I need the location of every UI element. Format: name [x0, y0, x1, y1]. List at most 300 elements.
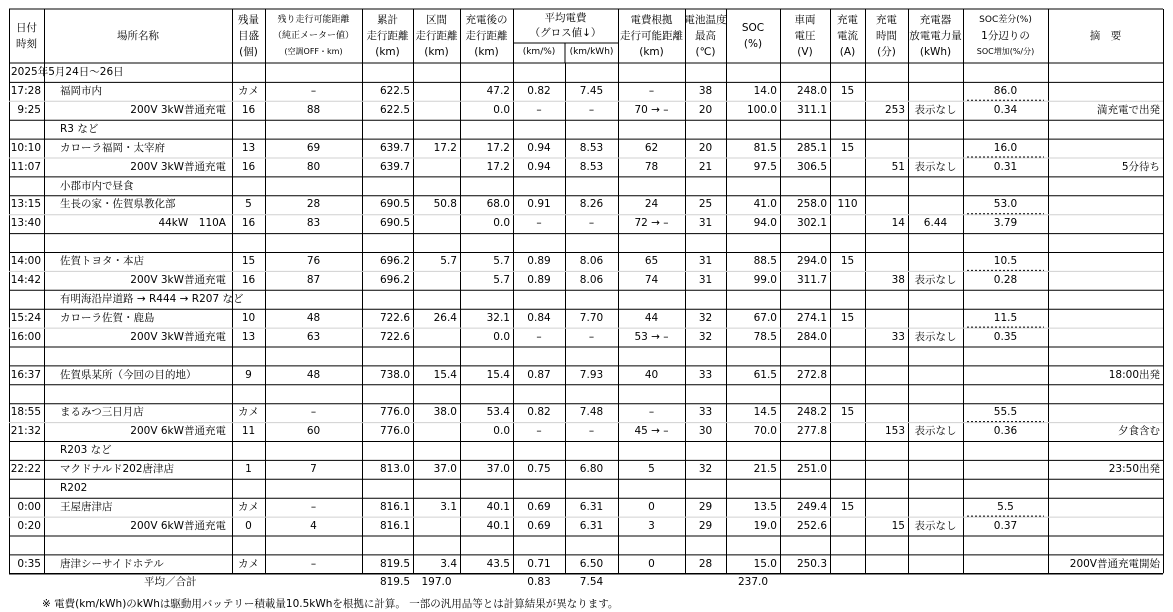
- cell-place: 44kW 110A: [158, 217, 226, 230]
- cell-volt: 311.1: [796, 103, 827, 116]
- cell-soc: 21.5: [753, 463, 777, 476]
- header-basis: 電費根拠: [630, 13, 673, 26]
- header-place: 場所名称: [117, 29, 159, 42]
- cell-socdiff: 0.28: [993, 274, 1018, 287]
- cell-section: 15.4: [433, 368, 457, 381]
- cell-eff1: 0.87: [527, 368, 551, 381]
- cell-time: 15:24: [10, 311, 41, 324]
- cell-temp: 31: [698, 217, 713, 230]
- cell-time: 13:15: [10, 198, 41, 211]
- cell-section: 37.0: [433, 463, 457, 476]
- cell-eff2: 6.31: [579, 519, 604, 532]
- cell-memo: 23:50出発: [1108, 463, 1160, 476]
- header-temp: 電池温度: [684, 13, 727, 26]
- cell-socdiff: 11.5: [993, 311, 1018, 324]
- cell-total: 639.7: [379, 141, 410, 154]
- route-note: 小郡市内で昼食: [60, 179, 134, 192]
- header-time: 日付: [16, 21, 37, 34]
- cell-memo: 5分待ち: [1121, 160, 1160, 173]
- cell-range: –: [310, 557, 317, 570]
- cell-gauge: 11: [241, 425, 256, 438]
- cell-volt: 251.0: [796, 463, 827, 476]
- cell-eff2: 7.48: [579, 406, 604, 419]
- cell-soc: 41.0: [753, 198, 777, 211]
- cell-range: 28: [306, 198, 321, 211]
- header-gauge: (個): [239, 45, 258, 58]
- cell-gauge: 0: [245, 519, 252, 532]
- header-soc: SOC: [741, 21, 765, 34]
- cell-total: 776.0: [379, 406, 410, 419]
- cell-basis: 0: [648, 500, 655, 513]
- cell-socdiff: 0.36: [993, 425, 1018, 438]
- cell-time: 16:00: [10, 330, 41, 343]
- cell-socdiff: 0.37: [993, 519, 1018, 532]
- cell-after_charge: 40.1: [486, 500, 510, 513]
- cell-socdiff: 0.34: [993, 103, 1018, 116]
- header-volt: (V): [797, 45, 813, 58]
- cell-eff1: 0.82: [527, 85, 551, 98]
- cell-temp: 20: [698, 103, 713, 116]
- totals-eff1: 0.83: [527, 576, 551, 589]
- cell-eff2: 7.45: [579, 85, 604, 98]
- cell-total: 622.5: [379, 85, 410, 98]
- cell-soc: 94.0: [753, 217, 777, 230]
- cell-eff2: 6.31: [579, 500, 604, 513]
- header-amp: 電流: [837, 29, 858, 42]
- cell-socdiff: 86.0: [993, 85, 1018, 98]
- cell-total: 639.7: [379, 160, 410, 173]
- cell-temp: 21: [698, 160, 713, 173]
- cell-eff1: 0.94: [527, 141, 551, 154]
- header-eff-sub: (km/%): [522, 47, 556, 57]
- header-soc: (%): [743, 37, 763, 50]
- header-range: （純正メーター値）: [272, 30, 354, 41]
- header-volt: 電圧: [794, 29, 816, 42]
- cell-basis: –: [648, 406, 655, 419]
- cell-time: 14:42: [10, 274, 41, 287]
- cell-temp: 32: [698, 330, 713, 343]
- header-temp: 最高: [695, 29, 716, 42]
- cell-temp: 29: [698, 519, 713, 532]
- cell-gauge: カメ: [238, 557, 259, 570]
- cell-range: 48: [306, 311, 321, 324]
- cell-basis: 0: [648, 557, 655, 570]
- header-gauge: 目盛: [238, 29, 259, 42]
- cell-charger: 表示なし: [914, 274, 957, 287]
- cell-gauge: 13: [241, 330, 256, 343]
- cell-eff2: 8.53: [579, 160, 604, 173]
- cell-place: 200V 3kW普通充電: [130, 160, 226, 173]
- cell-basis: 53 → –: [634, 330, 669, 343]
- header-eff: （グロス値↓）: [529, 27, 602, 40]
- cell-time: 11:07: [10, 160, 41, 173]
- cell-socdiff: 55.5: [993, 406, 1018, 419]
- cell-amp: 15: [840, 255, 855, 268]
- totals-soc: 237.0: [737, 576, 769, 589]
- header-after_charge: 充電後の: [465, 13, 508, 26]
- cell-memo: 18:00出発: [1108, 368, 1160, 381]
- cell-amp: 15: [840, 406, 855, 419]
- cell-charger: 表示なし: [914, 425, 957, 438]
- cell-gauge: 16: [241, 160, 256, 173]
- cell-range: 76: [306, 255, 321, 268]
- cell-soc: 13.5: [753, 500, 777, 513]
- cell-total: 690.5: [379, 198, 410, 211]
- cell-eff2: –: [588, 425, 595, 438]
- cell-place: 200V 6kW普通充電: [130, 425, 226, 438]
- cell-range: 83: [306, 217, 321, 230]
- cell-memo: 200V普通充電開始: [1069, 557, 1160, 570]
- cell-after_charge: 40.1: [486, 519, 510, 532]
- cell-total: 813.0: [379, 463, 410, 476]
- cell-socdiff: 53.0: [993, 198, 1018, 211]
- cell-temp: 32: [698, 311, 713, 324]
- cell-eff1: –: [536, 217, 542, 230]
- cell-socdiff: 5.5: [997, 500, 1014, 513]
- cell-range: 7: [310, 463, 317, 476]
- cell-eff1: –: [536, 103, 542, 116]
- totals-section: 197.0: [421, 576, 452, 589]
- cell-time: 16:37: [10, 368, 41, 381]
- cell-socdiff: 16.0: [993, 141, 1018, 154]
- cell-basis: 65: [644, 255, 659, 268]
- cell-eff1: 0.75: [527, 463, 551, 476]
- header-after_charge: (km): [474, 45, 499, 58]
- cell-volt: 274.1: [796, 311, 827, 324]
- cell-total: 690.5: [379, 217, 410, 230]
- header-socdiff: SOC増加(%/分): [976, 47, 1035, 56]
- cell-eff2: 8.53: [579, 141, 604, 154]
- cell-after_charge: 53.4: [486, 406, 510, 419]
- cell-temp: 33: [698, 406, 713, 419]
- cell-temp: 28: [698, 557, 713, 570]
- cell-amp: 15: [840, 141, 855, 154]
- cell-basis: 72 → –: [634, 217, 669, 230]
- cell-ctime: 14: [891, 217, 905, 230]
- header-eff: 平均電費: [544, 12, 587, 25]
- cell-after_charge: 43.5: [486, 557, 510, 570]
- cell-time: 0:00: [17, 500, 41, 513]
- cell-amp: 110: [837, 198, 858, 211]
- cell-range: 60: [306, 425, 321, 438]
- cell-total: 738.0: [379, 368, 410, 381]
- header-charger: 放電電力量: [909, 29, 962, 42]
- totals-eff2: 7.54: [579, 576, 604, 589]
- cell-gauge: 16: [241, 103, 256, 116]
- cell-time: 14:00: [10, 255, 41, 268]
- cell-gauge: 5: [245, 198, 252, 211]
- cell-basis: 78: [644, 160, 659, 173]
- cell-soc: 99.0: [753, 274, 777, 287]
- cell-after_charge: 15.4: [486, 368, 510, 381]
- cell-amp: 15: [840, 311, 855, 324]
- cell-total: 819.5: [379, 557, 410, 570]
- cell-place: まるみつ三日月店: [60, 406, 144, 419]
- cell-volt: 284.0: [796, 330, 827, 343]
- cell-total: 776.0: [379, 425, 410, 438]
- cell-gauge: カメ: [238, 406, 259, 419]
- header-total: 累計: [377, 13, 398, 26]
- header-total: (km): [375, 45, 400, 58]
- cell-temp: 31: [698, 255, 713, 268]
- cell-temp: 32: [698, 463, 713, 476]
- header-charger: (kWh): [919, 45, 952, 58]
- cell-range: 63: [306, 330, 321, 343]
- cell-place: カローラ佐賀・鹿島: [60, 311, 155, 324]
- cell-socdiff: 0.31: [993, 160, 1018, 173]
- totals-total: 819.5: [379, 576, 410, 589]
- cell-temp: 29: [698, 500, 713, 513]
- header-charger: 充電器: [919, 13, 952, 26]
- cell-gauge: 15: [241, 255, 256, 268]
- header-section: 区間: [426, 13, 447, 26]
- header-eff-sub: (km/kWh): [569, 47, 614, 57]
- cell-place: 200V 3kW普通充電: [130, 103, 226, 116]
- cell-total: 696.2: [379, 274, 410, 287]
- cell-place: 生長の家・佐賀県教化部: [60, 198, 176, 211]
- cell-gauge: カメ: [238, 85, 259, 98]
- header-section: 走行距離: [415, 29, 458, 42]
- cell-charger: 表示なし: [914, 160, 957, 173]
- cell-soc: 14.0: [753, 85, 777, 98]
- cell-eff1: 0.89: [527, 274, 551, 287]
- header-socdiff: 1分辺りの: [981, 29, 1030, 42]
- cell-temp: 30: [698, 425, 713, 438]
- cell-time: 9:25: [17, 103, 41, 116]
- cell-soc: 61.5: [753, 368, 777, 381]
- header-basis: (km): [639, 45, 664, 58]
- cell-eff1: 0.89: [527, 255, 551, 268]
- cell-place: 佐賀トヨタ・本店: [60, 255, 144, 268]
- cell-after_charge: 0.0: [493, 217, 510, 230]
- header-memo: 摘 要: [1089, 29, 1122, 42]
- cell-range: 80: [306, 160, 321, 173]
- cell-total: 696.2: [379, 255, 410, 268]
- header-temp: (℃): [695, 45, 716, 58]
- cell-range: –: [310, 500, 317, 513]
- cell-soc: 15.0: [753, 557, 777, 570]
- cell-section: 17.2: [433, 141, 457, 154]
- cell-time: 17:28: [10, 85, 41, 98]
- header-time: 時刻: [16, 37, 37, 50]
- cell-range: 48: [306, 368, 321, 381]
- route-note: R3 など: [60, 122, 99, 135]
- cell-range: 88: [306, 103, 321, 116]
- cell-soc: 78.5: [753, 330, 777, 343]
- cell-total: 622.5: [379, 103, 410, 116]
- cell-volt: 250.3: [796, 557, 827, 570]
- cell-charger: 表示なし: [914, 519, 957, 532]
- cell-ctime: 253: [884, 103, 905, 116]
- cell-section: 26.4: [433, 311, 457, 324]
- cell-temp: 31: [698, 274, 713, 287]
- cell-soc: 88.5: [753, 255, 777, 268]
- cell-eff2: –: [588, 217, 595, 230]
- header-ctime: 充電: [876, 13, 897, 26]
- header-total: 走行距離: [366, 29, 409, 42]
- cell-eff2: 7.70: [579, 311, 604, 324]
- cell-section: 3.1: [440, 500, 457, 513]
- cell-eff1: 0.71: [527, 557, 551, 570]
- cell-volt: 285.1: [796, 141, 827, 154]
- cell-eff1: 0.82: [527, 406, 551, 419]
- cell-after_charge: 17.2: [486, 160, 510, 173]
- cell-time: 22:22: [10, 463, 41, 476]
- cell-after_charge: 47.2: [486, 85, 510, 98]
- cell-after_charge: 5.7: [493, 255, 510, 268]
- cell-temp: 20: [698, 141, 713, 154]
- cell-section: 3.4: [440, 557, 457, 570]
- cell-volt: 248.2: [796, 406, 827, 419]
- cell-eff2: 6.80: [579, 463, 604, 476]
- cell-basis: 3: [648, 519, 655, 532]
- cell-place: 200V 6kW普通充電: [130, 519, 226, 532]
- cell-ctime: 33: [891, 330, 905, 343]
- cell-eff2: 8.06: [579, 255, 604, 268]
- cell-socdiff: 0.35: [993, 330, 1018, 343]
- cell-time: 21:32: [10, 425, 41, 438]
- cell-charger: 表示なし: [914, 103, 957, 116]
- cell-soc: 14.5: [753, 406, 777, 419]
- cell-total: 722.6: [379, 311, 410, 324]
- cell-soc: 70.0: [753, 425, 777, 438]
- cell-volt: 248.0: [796, 85, 827, 98]
- cell-volt: 306.5: [796, 160, 827, 173]
- cell-ctime: 38: [891, 274, 905, 287]
- cell-eff1: 0.91: [527, 198, 551, 211]
- cell-temp: 25: [698, 198, 713, 211]
- cell-eff1: –: [536, 425, 542, 438]
- cell-basis: 44: [644, 311, 659, 324]
- header-basis: 走行可能距離: [620, 29, 683, 42]
- cell-amp: 15: [840, 500, 855, 513]
- cell-place: 200V 3kW普通充電: [130, 274, 226, 287]
- header-range: (空調OFF・km): [284, 47, 343, 56]
- cell-time: 10:10: [10, 141, 41, 154]
- header-ctime: (分): [877, 45, 896, 58]
- cell-eff2: 8.06: [579, 274, 604, 287]
- cell-range: 4: [310, 519, 317, 532]
- cell-basis: 40: [644, 368, 659, 381]
- cell-eff2: –: [588, 103, 595, 116]
- cell-volt: 294.0: [796, 255, 827, 268]
- cell-soc: 67.0: [753, 311, 777, 324]
- cell-eff1: 0.69: [527, 500, 551, 513]
- cell-section: 5.7: [440, 255, 457, 268]
- header-section: (km): [424, 45, 449, 58]
- header-after_charge: 走行距離: [465, 29, 508, 42]
- cell-volt: 311.7: [796, 274, 827, 287]
- cell-ctime: 15: [891, 519, 905, 532]
- cell-basis: 62: [644, 141, 659, 154]
- cell-memo: 夕食含む: [1118, 425, 1160, 438]
- route-note: R202: [60, 481, 88, 494]
- cell-socdiff: 3.79: [993, 217, 1018, 230]
- route-note: 有明海沿岸道路 → R444 → R207 など: [60, 292, 244, 305]
- cell-eff2: 8.26: [579, 198, 604, 211]
- cell-place: 唐津シーサイドホテル: [60, 557, 164, 570]
- header-range: 残り走行可能距離: [277, 14, 350, 25]
- cell-volt: 277.8: [796, 425, 827, 438]
- cell-volt: 249.4: [796, 500, 827, 513]
- header-gauge: 残量: [238, 13, 259, 26]
- cell-after_charge: 17.2: [486, 141, 510, 154]
- cell-gauge: 10: [241, 311, 256, 324]
- cell-ctime: 51: [891, 160, 905, 173]
- cell-total: 722.6: [379, 330, 410, 343]
- cell-gauge: 16: [241, 217, 256, 230]
- cell-temp: 33: [698, 368, 713, 381]
- header-socdiff: SOC差分(%): [979, 14, 1032, 25]
- cell-basis: 24: [644, 198, 659, 211]
- cell-eff1: –: [536, 330, 542, 343]
- cell-basis: 5: [648, 463, 655, 476]
- cell-eff1: 0.69: [527, 519, 551, 532]
- cell-basis: –: [648, 85, 655, 98]
- cell-place: 福岡市内: [60, 85, 102, 98]
- header-ctime: 時間: [876, 29, 897, 42]
- cell-after_charge: 0.0: [493, 103, 510, 116]
- cell-after_charge: 5.7: [493, 274, 510, 287]
- cell-time: 18:55: [10, 406, 41, 419]
- date-range-label: 2025年5月24日～26日: [11, 66, 124, 79]
- cell-range: 69: [306, 141, 321, 154]
- cell-after_charge: 32.1: [486, 311, 510, 324]
- totals-label: 平均／合計: [144, 576, 197, 589]
- cell-after_charge: 37.0: [486, 463, 510, 476]
- cell-volt: 272.8: [796, 368, 827, 381]
- cell-memo: 満充電で出発: [1097, 103, 1160, 116]
- cell-basis: 74: [644, 274, 659, 287]
- cell-ctime: 153: [884, 425, 905, 438]
- cell-gauge: 9: [245, 368, 252, 381]
- cell-range: 87: [306, 274, 321, 287]
- cell-charger: 表示なし: [914, 330, 957, 343]
- cell-after_charge: 0.0: [493, 425, 510, 438]
- cell-temp: 38: [698, 85, 713, 98]
- cell-section: 38.0: [433, 406, 457, 419]
- cell-soc: 100.0: [746, 103, 777, 116]
- cell-eff2: 7.93: [579, 368, 604, 381]
- cell-time: 0:35: [17, 557, 41, 570]
- cell-place: 佐賀県某所（今回の目的地）: [60, 368, 197, 381]
- cell-gauge: 1: [245, 463, 252, 476]
- cell-soc: 19.0: [753, 519, 777, 532]
- cell-gauge: カメ: [238, 500, 259, 513]
- cell-charger: 6.44: [923, 217, 948, 230]
- cell-eff2: 6.50: [579, 557, 604, 570]
- route-note: R203 など: [60, 444, 112, 457]
- header-amp: 充電: [837, 13, 858, 26]
- cell-gauge: 16: [241, 274, 256, 287]
- cell-socdiff: 10.5: [993, 255, 1018, 268]
- cell-eff1: 0.94: [527, 160, 551, 173]
- cell-time: 13:40: [10, 217, 41, 230]
- cell-total: 816.1: [379, 519, 410, 532]
- cell-section: 50.8: [433, 198, 457, 211]
- cell-soc: 81.5: [753, 141, 777, 154]
- footnote: ※ 電費(km/kWh)のkWhは駆動用バッテリー積載量10.5kWhを根拠に計算。 一部の汎用品等とは計算結果が異なります。: [42, 598, 619, 610]
- cell-time: 0:20: [17, 519, 41, 532]
- header-amp: (A): [839, 45, 856, 58]
- cell-after_charge: 0.0: [493, 330, 510, 343]
- cell-range: –: [310, 406, 317, 419]
- cell-total: 816.1: [379, 500, 410, 513]
- cell-place: 王屋唐津店: [60, 500, 113, 513]
- cell-volt: 252.6: [796, 519, 827, 532]
- header-volt: 車両: [794, 13, 816, 26]
- cell-volt: 258.0: [796, 198, 827, 211]
